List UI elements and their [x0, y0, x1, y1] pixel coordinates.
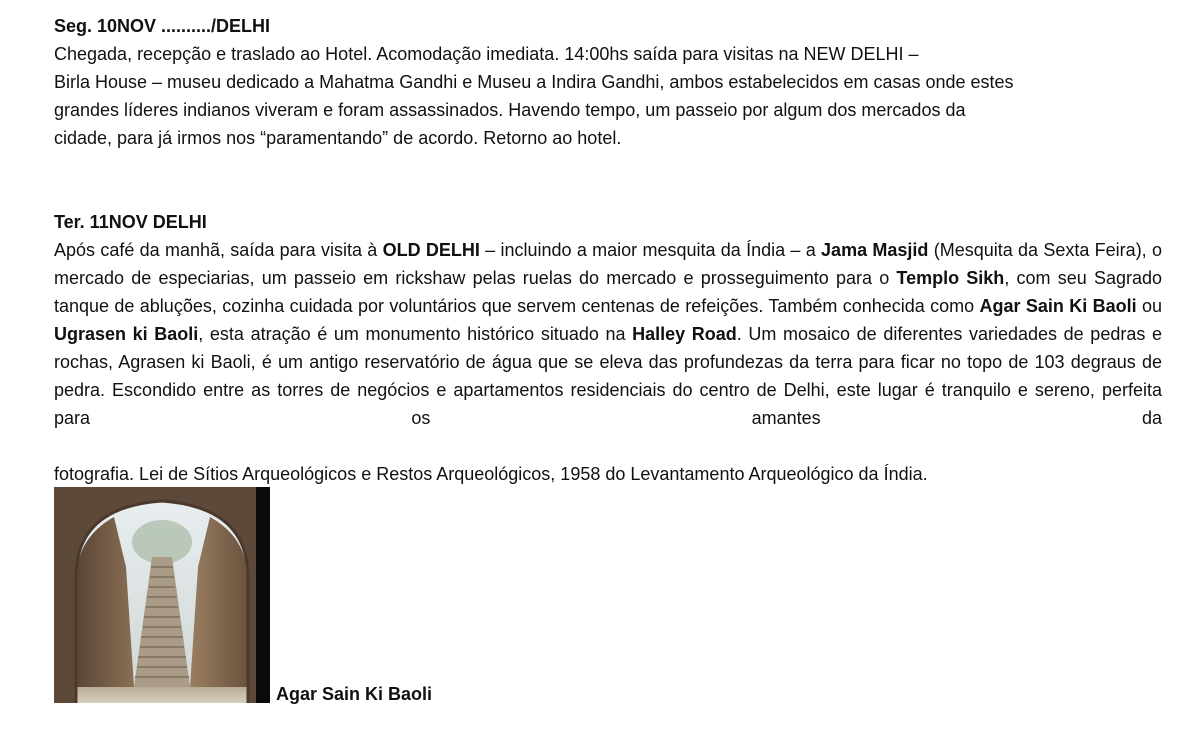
day-2-text-6: , esta atração é um monumento histórico situado na — [198, 324, 633, 344]
day-1-section — [54, 12, 1162, 152]
stepwell-photo — [54, 487, 270, 703]
day-2-paragraph — [54, 236, 1162, 460]
day-2-text-7: . Um mosaico de diferentes variedades de pedras e rochas, Agrasen ki Baoli, é um antigo reservatório de água que se eleva das profundezas da terra para ficar no topo de 103 degraus de pedra. Escondido entre as torres de negócios e apartamentos residenciais do centro de Delhi, este lugar é tranquilo e sereno, perfeita para os amantes da — [54, 324, 1162, 428]
day-2-title: Ter. 11NOV DELHI — [54, 212, 207, 232]
old-delhi-label: OLD DELHI — [382, 240, 480, 260]
day-2-text-5: ou — [1136, 296, 1162, 316]
day-2-text-1: Após café da manhã, saída para visita à — [54, 240, 383, 260]
day-1-line-1: Chegada, recepção e traslado ao Hotel. Acomodação imediata. 14:00hs saída para visitas na NEW DELHI – — [54, 44, 919, 64]
photo-caption: Agar Sain Ki Baoli — [276, 684, 433, 704]
jama-masjid-label: Jama Masjid — [821, 240, 929, 260]
day-2-text-4: , com seu Sagrado tanque de abluções, cozinha cuidada por voluntários que servem centenas de refeições. Também conhecida como — [54, 268, 1162, 316]
day-2-text-3: (Mesquita da Sexta Feira), o mercado de especiarias, um passeio em rickshaw pelas ruelas do mercado e prosseguimento para o — [54, 240, 1162, 288]
day-1-title: Seg. 10NOV ........../DELHI — [54, 16, 271, 36]
day-1-line-3: grandes líderes indianos viveram e foram assassinados. Havendo tempo, um passeio por algum dos mercados da — [54, 100, 966, 120]
day-2-section — [54, 208, 1162, 488]
day-1-line-2: Birla House – museu dedicado a Mahatma Gandhi e Museu a Indira Gandhi, ambos estabelecidos em casas onde estes — [54, 72, 1014, 92]
halley-road-label: Halley Road — [632, 324, 737, 344]
templo-sikh-label: Templo Sikh — [896, 268, 1005, 288]
agar-sain-label: Agar Sain Ki Baoli — [979, 296, 1137, 316]
day-1-line-4: cidade, para já irmos nos “paramentando” de acordo. Retorno ao hotel. — [54, 128, 622, 148]
ugrasen-label: Ugrasen ki Baoli — [54, 324, 199, 344]
day-2-last-line: fotografia. Lei de Sítios Arqueológicos e Restos Arqueológicos, 1958 do Levantamento Arqueológico da Índia. — [54, 464, 928, 484]
day-2-text-2: – incluindo a maior mesquita da Índia – a — [479, 240, 822, 260]
stepwell-illustration — [54, 487, 270, 703]
document-body — [54, 12, 1162, 488]
